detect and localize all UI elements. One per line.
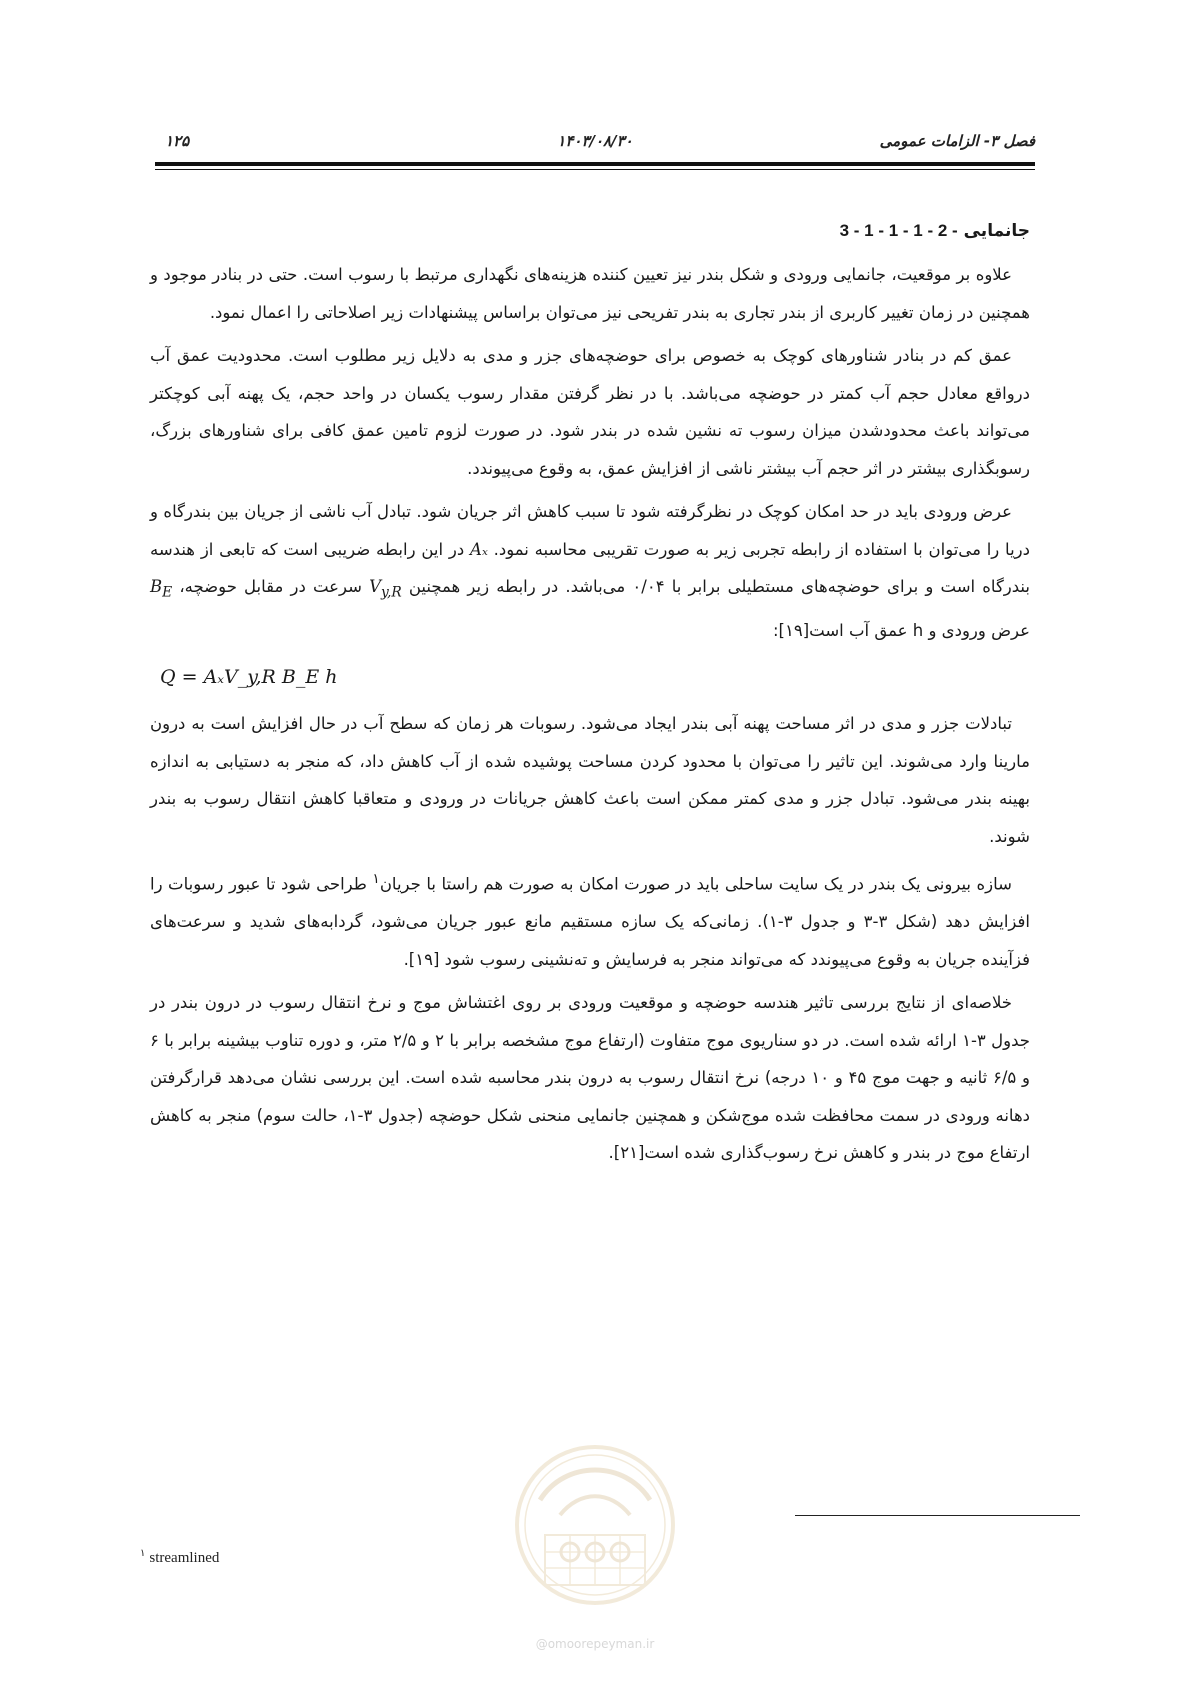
footnote-reference: ۱ bbox=[372, 871, 380, 888]
paragraph-tidal-exchange: تبادلات جزر و مدی در اثر مساحت پهنه آبی بندر ایجاد می‌شود. رسوبات هر زمان که سطح آب در حال افزایش است به درون مارینا وارد می‌شوند. این تاثیر را می‌توان با محدود کردن مساحت پوشیده شده از آب کاهش داد، که منجر به دستیابی به اندازه بهینه بندر می‌شود. تبادل جزر و مدی کمتر ممکن است باعث کاهش جریانات در ورودی و متعاقبا کاهش انتقال رسوب به بندر شوند. bbox=[150, 714, 1030, 846]
variable-be bbox=[150, 577, 173, 601]
variable-vyr-subscript: y,R bbox=[381, 584, 402, 601]
paragraph-outer-structure bbox=[150, 861, 1030, 978]
page-header bbox=[155, 128, 1035, 156]
section-title: جانمایی bbox=[963, 221, 1030, 241]
footnote-divider bbox=[795, 1515, 1080, 1516]
paragraph-text: طراحی شود تا عبور رسوبات را افزایش دهد (شکل ۳-۳ و جدول ۳-۱). زمانی‌که یک سازه مستقیم مانع عبور جریان می‌شود، گردابه‌های شدید و سرعت‌های فزآینده جریان به وقوع می‌پیوندد که می‌تواند منجر به فرسایش و ته‌نشینی رسوب شود [۱۹]. bbox=[150, 874, 1030, 969]
variable-be-base: B bbox=[150, 577, 163, 596]
paragraph-text: عرض ورودی باید در حد امکان کوچک در نظرگرفته شود تا سبب کاهش اثر جریان شود. تبادل آب ناشی از جریان بین بندرگاه و دریا را می‌توان با استفاده از رابطه تجربی زیر به صورت تقریبی محاسبه نمود. bbox=[150, 502, 1030, 559]
section-number: 3 - 1 - 1 - 1 - 2 - bbox=[839, 221, 958, 240]
header-date: ۱۴۰۳/۰۸/۳۰ bbox=[557, 132, 633, 150]
variable-vyr bbox=[369, 577, 402, 601]
header-divider bbox=[155, 162, 1035, 166]
variable-be-subscript: E bbox=[162, 584, 173, 601]
paragraph-text: عرض ورودی و h عمق آب است[۱۹]: bbox=[772, 620, 1030, 640]
watermark-site: @omoorepeyman.ir bbox=[535, 1637, 655, 1651]
paragraph-shallow-depth: عمق کم در بنادر شناورهای کوچک به خصوص برای حوضچه‌های جزر و مدی به دلایل زیر مطلوب است. محدودیت عمق آب درواقع معادل حجم آب کمتر در حوضچه می‌باشد. با در نظر گرفتن مقدار رسوب یکسان در واحد حجم، یک پهنه آبی کوچکتر می‌تواند باعث محدودشدن میزان رسوب ته نشین شده در بندر شود. در صورت لزوم تامین عمق کافی برای شناورهای بزرگ، رسوبگذاری بیشتر در اثر حجم آب بیشتر ناشی از افزایش عمق، به وقوع می‌پیوندد. bbox=[150, 346, 1030, 478]
header-divider-thin bbox=[155, 169, 1035, 170]
paragraph-entrance-width bbox=[150, 493, 1030, 649]
section-heading bbox=[150, 212, 1030, 252]
footnote-mark: ۱ bbox=[140, 1548, 146, 1559]
paragraph-text: سازه بیرونی یک بندر در یک سایت ساحلی باید در صورت امکان به صورت هم راستا با جریان bbox=[379, 874, 1012, 894]
paragraph-location: علاوه بر موقعیت، جانمایی ورودی و شکل بندر نیز تعیین کننده هزینه‌های نگهداری مرتبط با رسوب است. حتی در بنادر موجود و همچنین در زمان تغییر کاربری از بندر تجاری به بندر تفریحی نیز می‌توان براساس پیشنهادات زیر اصلاحاتی را اعمال نمود. bbox=[150, 265, 1030, 322]
page-number: ۱۲۵ bbox=[165, 132, 190, 150]
paragraph-summary: خلاصه‌ای از نتایج بررسی تاثیر هندسه حوضچه و موقعیت ورودی بر روی اغتشاش موج و نرخ انتقال رسوب در درون بندر در جدول ۳-۱ ارائه شده است. در دو سناریوی موج متفاوت (ارتفاع موج مشخصه برابر با ۲ و ۲/۵ متر، و دوره تناوب بیشینه برابر با ۶ و ۶/۵ ثانیه و جهت موج ۴۵ و ۱۰ درجه) نرخ انتقال رسوب به درون بندر محاسبه شده است. این بررسی نشان می‌دهد قرارگرفتن دهانه ورودی در سمت محافظت شده موج‌شکن و همچنین جانمایی منحنی شکل حوضچه (جدول ۳-۱، حالت سوم) منجر به کاهش ارتفاع موج در بندر و کاهش نرخ رسوب‌گذاری شده است[۲۱]. bbox=[150, 993, 1031, 1163]
chapter-title: فصل ۳- الزامات عمومی bbox=[879, 132, 1035, 150]
variable-ax: Aₓ bbox=[470, 539, 488, 559]
watermark-logo bbox=[510, 1440, 680, 1660]
paragraph-text: در این رابطه ضریبی است که تابعی از هندسه بندرگاه است و برای حوضچه‌های مستطیلی برابر با ۰/۰۴ می‌باشد. در رابطه زیر همچنین bbox=[150, 539, 1030, 596]
paragraph-text: سرعت در مقابل حوضچه، bbox=[172, 577, 370, 596]
variable-vyr-base: V bbox=[369, 577, 381, 596]
page-content bbox=[150, 212, 1030, 1178]
formula-exchange: Q = AₓV_y,R B_E h bbox=[160, 666, 338, 689]
footnote bbox=[140, 1548, 219, 1567]
footnote-text: streamlined bbox=[149, 1550, 220, 1566]
